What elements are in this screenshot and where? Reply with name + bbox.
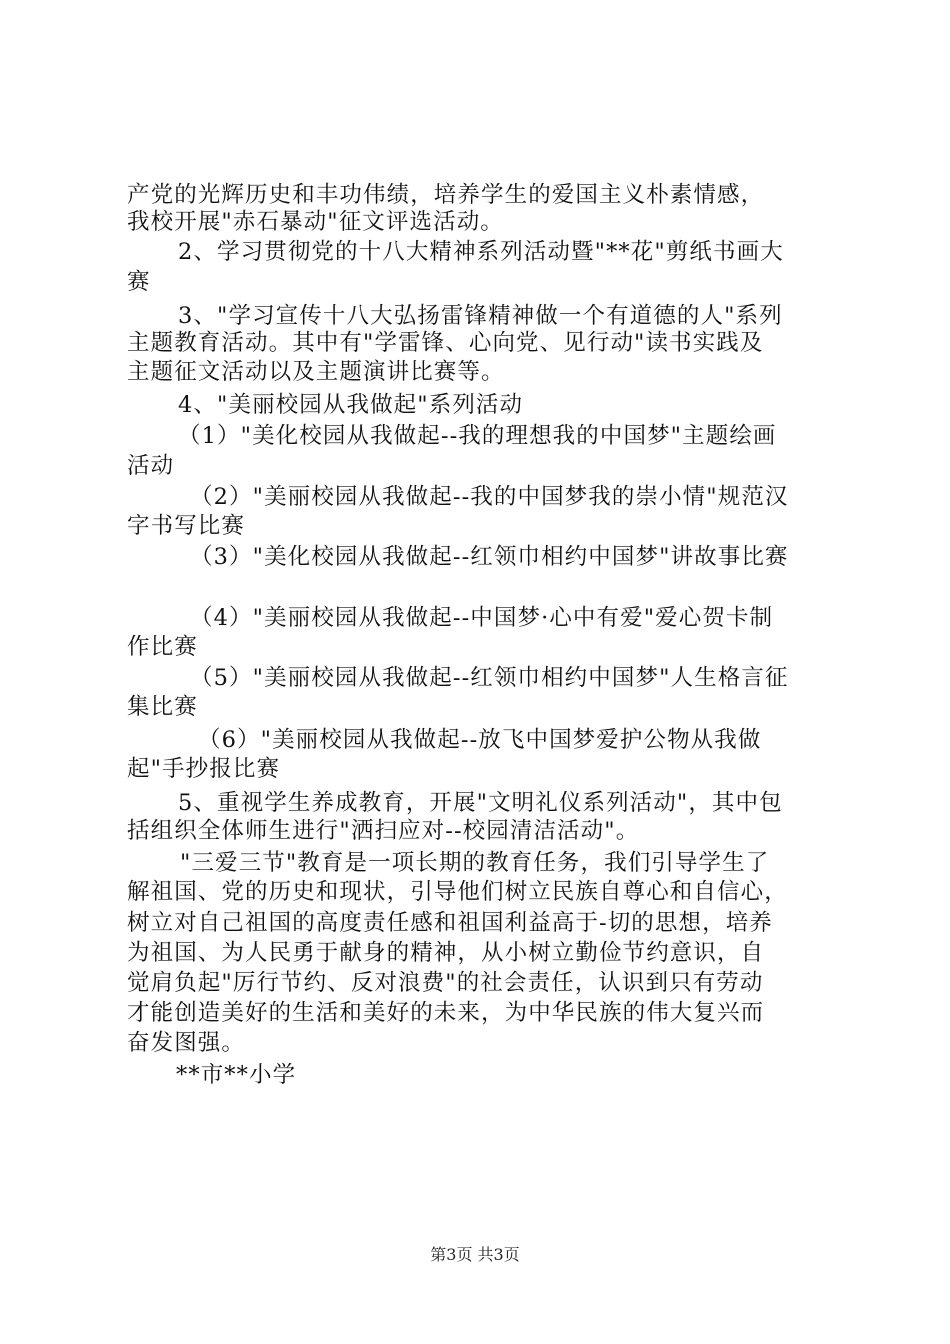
- body-line: （5）"美丽校园从我做起--红领巾相约中国梦"人生格言征: [190, 665, 789, 691]
- body-line: 我校开展"赤石暴动"征文评选活动。: [127, 209, 504, 235]
- body-line: （2）"美丽校园从我做起--我的中国梦我的崇小情"规范汉: [190, 484, 789, 510]
- body-line: 树立对自己祖国的高度责任感和祖国利益高于-切的思想，培养: [127, 910, 773, 936]
- body-line: "三爱三节"教育是一项长期的教育任务，我们引导学生了: [180, 850, 770, 876]
- body-line: （1）"美化校园从我做起--我的理想我的中国梦"主题绘画: [178, 423, 777, 449]
- body-line: 起"手抄报比赛: [127, 756, 281, 782]
- signature-line: **市**小学: [176, 1062, 297, 1088]
- body-line: 奋发图强。: [127, 1030, 246, 1056]
- body-line: 5、重视学生养成教育，开展"文明礼仪系列活动"，其中包: [178, 790, 783, 816]
- body-line: 作比赛: [127, 634, 198, 660]
- body-line: 为祖国、为人民勇于献身的精神，从小树立勤俭节约意识，自: [127, 940, 765, 966]
- body-line: 4、"美丽校园从我做起"系列活动: [178, 392, 524, 418]
- body-line: （4）"美丽校园从我做起--中国梦·心中有爱"爱心贺卡制: [190, 605, 774, 631]
- body-line: 2、学习贯彻党的十八大精神系列活动暨"**花"剪纸书画大: [178, 239, 784, 265]
- body-line: 集比赛: [127, 694, 198, 720]
- body-line: 主题征文活动以及主题演讲比赛等。: [127, 359, 505, 385]
- body-line: 才能创造美好的生活和美好的未来，为中华民族的伟大复兴而: [127, 1000, 765, 1026]
- body-line: （6）"美丽校园从我做起--放飞中国梦爱护公物从我做: [198, 727, 762, 753]
- body-line: 觉肩负起"厉行节约、反对浪费"的社会责任，认识到只有劳动: [127, 970, 764, 996]
- body-line: 活动: [127, 453, 175, 479]
- body-line: （3）"美化校园从我做起--红领巾相约中国梦"讲故事比赛: [190, 544, 789, 570]
- page-number-footer: 第3页 共3页: [430, 1245, 520, 1264]
- body-line: 字书写比赛: [127, 513, 246, 539]
- body-line: 解祖国、党的历史和现状，引导他们树立民族自尊心和自信心，: [127, 879, 788, 905]
- body-line: 3、"学习宣传十八大弘扬雷锋精神做一个有道德的人"系列: [178, 303, 783, 329]
- body-line: 括组织全体师生进行"洒扫应对--校园清洁活动"。: [127, 818, 640, 844]
- body-line: 产党的光辉历史和丰功伟绩，培养学生的爱国主义朴素情感，: [127, 182, 765, 208]
- body-line: 主题教育活动。其中有"学雷锋、心向党、见行动"读书实践及: [127, 330, 764, 356]
- body-line: 赛: [127, 269, 151, 295]
